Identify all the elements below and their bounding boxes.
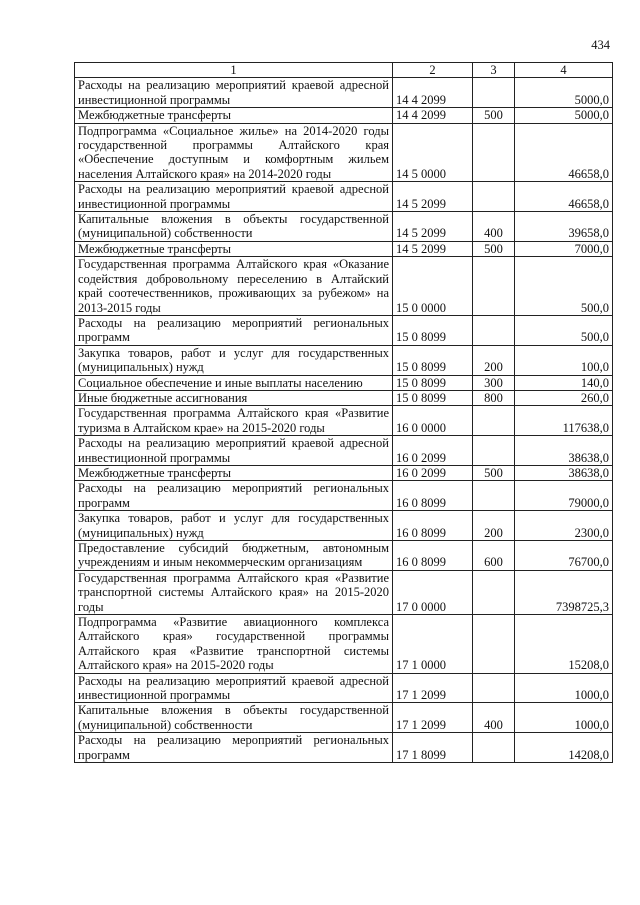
table-row <box>75 465 613 480</box>
row-name: Межбюджетные трансферты <box>75 241 393 256</box>
row-code: 14 5 2099 <box>393 182 473 212</box>
row-name: Межбюджетные трансферты <box>75 465 393 480</box>
row-amount: 39658,0 <box>515 212 613 242</box>
table-row <box>75 257 613 316</box>
header-col-2: 2 <box>393 63 473 78</box>
row-code: 15 0 0000 <box>393 257 473 316</box>
row-amount: 76700,0 <box>515 541 613 571</box>
table-row <box>75 108 613 123</box>
row-code: 16 0 0000 <box>393 406 473 436</box>
row-code: 14 4 2099 <box>393 108 473 123</box>
table-row <box>75 78 613 108</box>
row-name: Социальное обеспечение и иные выплаты населению <box>75 375 393 390</box>
row-amount: 1000,0 <box>515 673 613 703</box>
row-expense-type: 300 <box>473 375 515 390</box>
table-row <box>75 436 613 466</box>
row-amount: 117638,0 <box>515 406 613 436</box>
row-amount: 15208,0 <box>515 615 613 674</box>
row-amount: 5000,0 <box>515 108 613 123</box>
row-amount: 38638,0 <box>515 436 613 466</box>
row-expense-type <box>473 182 515 212</box>
row-name: Расходы на реализацию мероприятий краевой адресной инвестиционной программы <box>75 436 393 466</box>
row-expense-type <box>473 315 515 345</box>
row-amount: 38638,0 <box>515 465 613 480</box>
table-header <box>75 63 613 78</box>
header-col-1: 1 <box>75 63 393 78</box>
table-row <box>75 481 613 511</box>
row-expense-type <box>473 615 515 674</box>
header-row <box>75 63 613 78</box>
table-row <box>75 182 613 212</box>
row-expense-type: 400 <box>473 212 515 242</box>
table-row <box>75 703 613 733</box>
row-code: 16 0 8099 <box>393 541 473 571</box>
row-expense-type: 500 <box>473 108 515 123</box>
row-expense-type <box>473 406 515 436</box>
row-expense-type <box>473 436 515 466</box>
row-expense-type <box>473 481 515 511</box>
row-name: Закупка товаров, работ и услуг для государственных (муниципальных) нужд <box>75 511 393 541</box>
row-code: 15 0 8099 <box>393 315 473 345</box>
row-amount: 46658,0 <box>515 182 613 212</box>
row-code: 16 0 8099 <box>393 481 473 511</box>
row-code: 17 1 2099 <box>393 673 473 703</box>
row-amount: 260,0 <box>515 390 613 405</box>
table-row <box>75 406 613 436</box>
row-expense-type: 500 <box>473 241 515 256</box>
table-row <box>75 315 613 345</box>
row-code: 17 1 2099 <box>393 703 473 733</box>
table-row <box>75 570 613 614</box>
table-row <box>75 511 613 541</box>
row-expense-type: 200 <box>473 511 515 541</box>
row-amount: 2300,0 <box>515 511 613 541</box>
row-amount: 79000,0 <box>515 481 613 511</box>
table-row <box>75 345 613 375</box>
row-expense-type <box>473 673 515 703</box>
row-name: Межбюджетные трансферты <box>75 108 393 123</box>
row-expense-type: 200 <box>473 345 515 375</box>
row-name: Предоставление субсидий бюджетным, автономным учреждениям и иным некоммерческим организациям <box>75 541 393 571</box>
row-amount: 500,0 <box>515 257 613 316</box>
row-name: Расходы на реализацию мероприятий региональных программ <box>75 733 393 763</box>
row-code: 15 0 8099 <box>393 390 473 405</box>
row-name: Расходы на реализацию мероприятий региональных программ <box>75 481 393 511</box>
row-name: Капитальные вложения в объекты государственной (муниципальной) собственности <box>75 703 393 733</box>
budget-table <box>74 62 613 763</box>
row-amount: 7398725,3 <box>515 570 613 614</box>
row-code: 16 0 2099 <box>393 436 473 466</box>
row-code: 17 0 0000 <box>393 570 473 614</box>
row-amount: 140,0 <box>515 375 613 390</box>
row-name: Закупка товаров, работ и услуг для государственных (муниципальных) нужд <box>75 345 393 375</box>
header-col-4: 4 <box>515 63 613 78</box>
row-name: Расходы на реализацию мероприятий краевой адресной инвестиционной программы <box>75 182 393 212</box>
row-expense-type: 400 <box>473 703 515 733</box>
table-row <box>75 375 613 390</box>
table-row <box>75 733 613 763</box>
row-expense-type: 500 <box>473 465 515 480</box>
row-code: 16 0 8099 <box>393 511 473 541</box>
row-name: Государственная программа Алтайского края «Развитие транспортной системы Алтайского края» на 2015-2020 годы <box>75 570 393 614</box>
row-amount: 7000,0 <box>515 241 613 256</box>
row-expense-type: 600 <box>473 541 515 571</box>
row-amount: 5000,0 <box>515 78 613 108</box>
row-code: 17 1 0000 <box>393 615 473 674</box>
table-row <box>75 212 613 242</box>
table-row <box>75 390 613 405</box>
table-row <box>75 615 613 674</box>
row-code: 15 0 8099 <box>393 345 473 375</box>
header-col-3: 3 <box>473 63 515 78</box>
row-amount: 1000,0 <box>515 703 613 733</box>
row-name: Подпрограмма «Социальное жилье» на 2014-2020 годы государственной программы Алтайского края «Обеспечение доступным и комфортным жильем населения Алтайского края» на 2014-2020 годы <box>75 123 393 182</box>
row-name: Государственная программа Алтайского края «Развитие туризма в Алтайском крае» на 2015-2020 годы <box>75 406 393 436</box>
table-body <box>75 78 613 763</box>
table-row <box>75 673 613 703</box>
row-code: 14 5 2099 <box>393 241 473 256</box>
row-amount: 46658,0 <box>515 123 613 182</box>
row-expense-type <box>473 733 515 763</box>
row-expense-type: 800 <box>473 390 515 405</box>
row-name: Подпрограмма «Развитие авиационного комплекса Алтайского края» государственной программы Алтайского края «Развитие транспортной системы Алтайского края» на 2015-2020 годы <box>75 615 393 674</box>
row-code: 15 0 8099 <box>393 375 473 390</box>
table-row <box>75 541 613 571</box>
row-expense-type <box>473 570 515 614</box>
row-code: 14 5 0000 <box>393 123 473 182</box>
row-expense-type <box>473 78 515 108</box>
table-row <box>75 123 613 182</box>
row-code: 14 5 2099 <box>393 212 473 242</box>
row-expense-type <box>473 257 515 316</box>
row-name: Иные бюджетные ассигнования <box>75 390 393 405</box>
row-name: Расходы на реализацию мероприятий краевой адресной инвестиционной программы <box>75 78 393 108</box>
row-expense-type <box>473 123 515 182</box>
row-name: Капитальные вложения в объекты государственной (муниципальной) собственности <box>75 212 393 242</box>
row-code: 16 0 2099 <box>393 465 473 480</box>
page-number: 434 <box>591 38 610 52</box>
row-amount: 500,0 <box>515 315 613 345</box>
row-amount: 100,0 <box>515 345 613 375</box>
table-row <box>75 241 613 256</box>
row-code: 14 4 2099 <box>393 78 473 108</box>
row-amount: 14208,0 <box>515 733 613 763</box>
row-code: 17 1 8099 <box>393 733 473 763</box>
row-name: Расходы на реализацию мероприятий региональных программ <box>75 315 393 345</box>
row-name: Расходы на реализацию мероприятий краевой адресной инвестиционной программы <box>75 673 393 703</box>
row-name: Государственная программа Алтайского края «Оказание содействия добровольному переселению в Алтайский край соотечественников, проживающих за рубежом» на 2013-2015 годы <box>75 257 393 316</box>
